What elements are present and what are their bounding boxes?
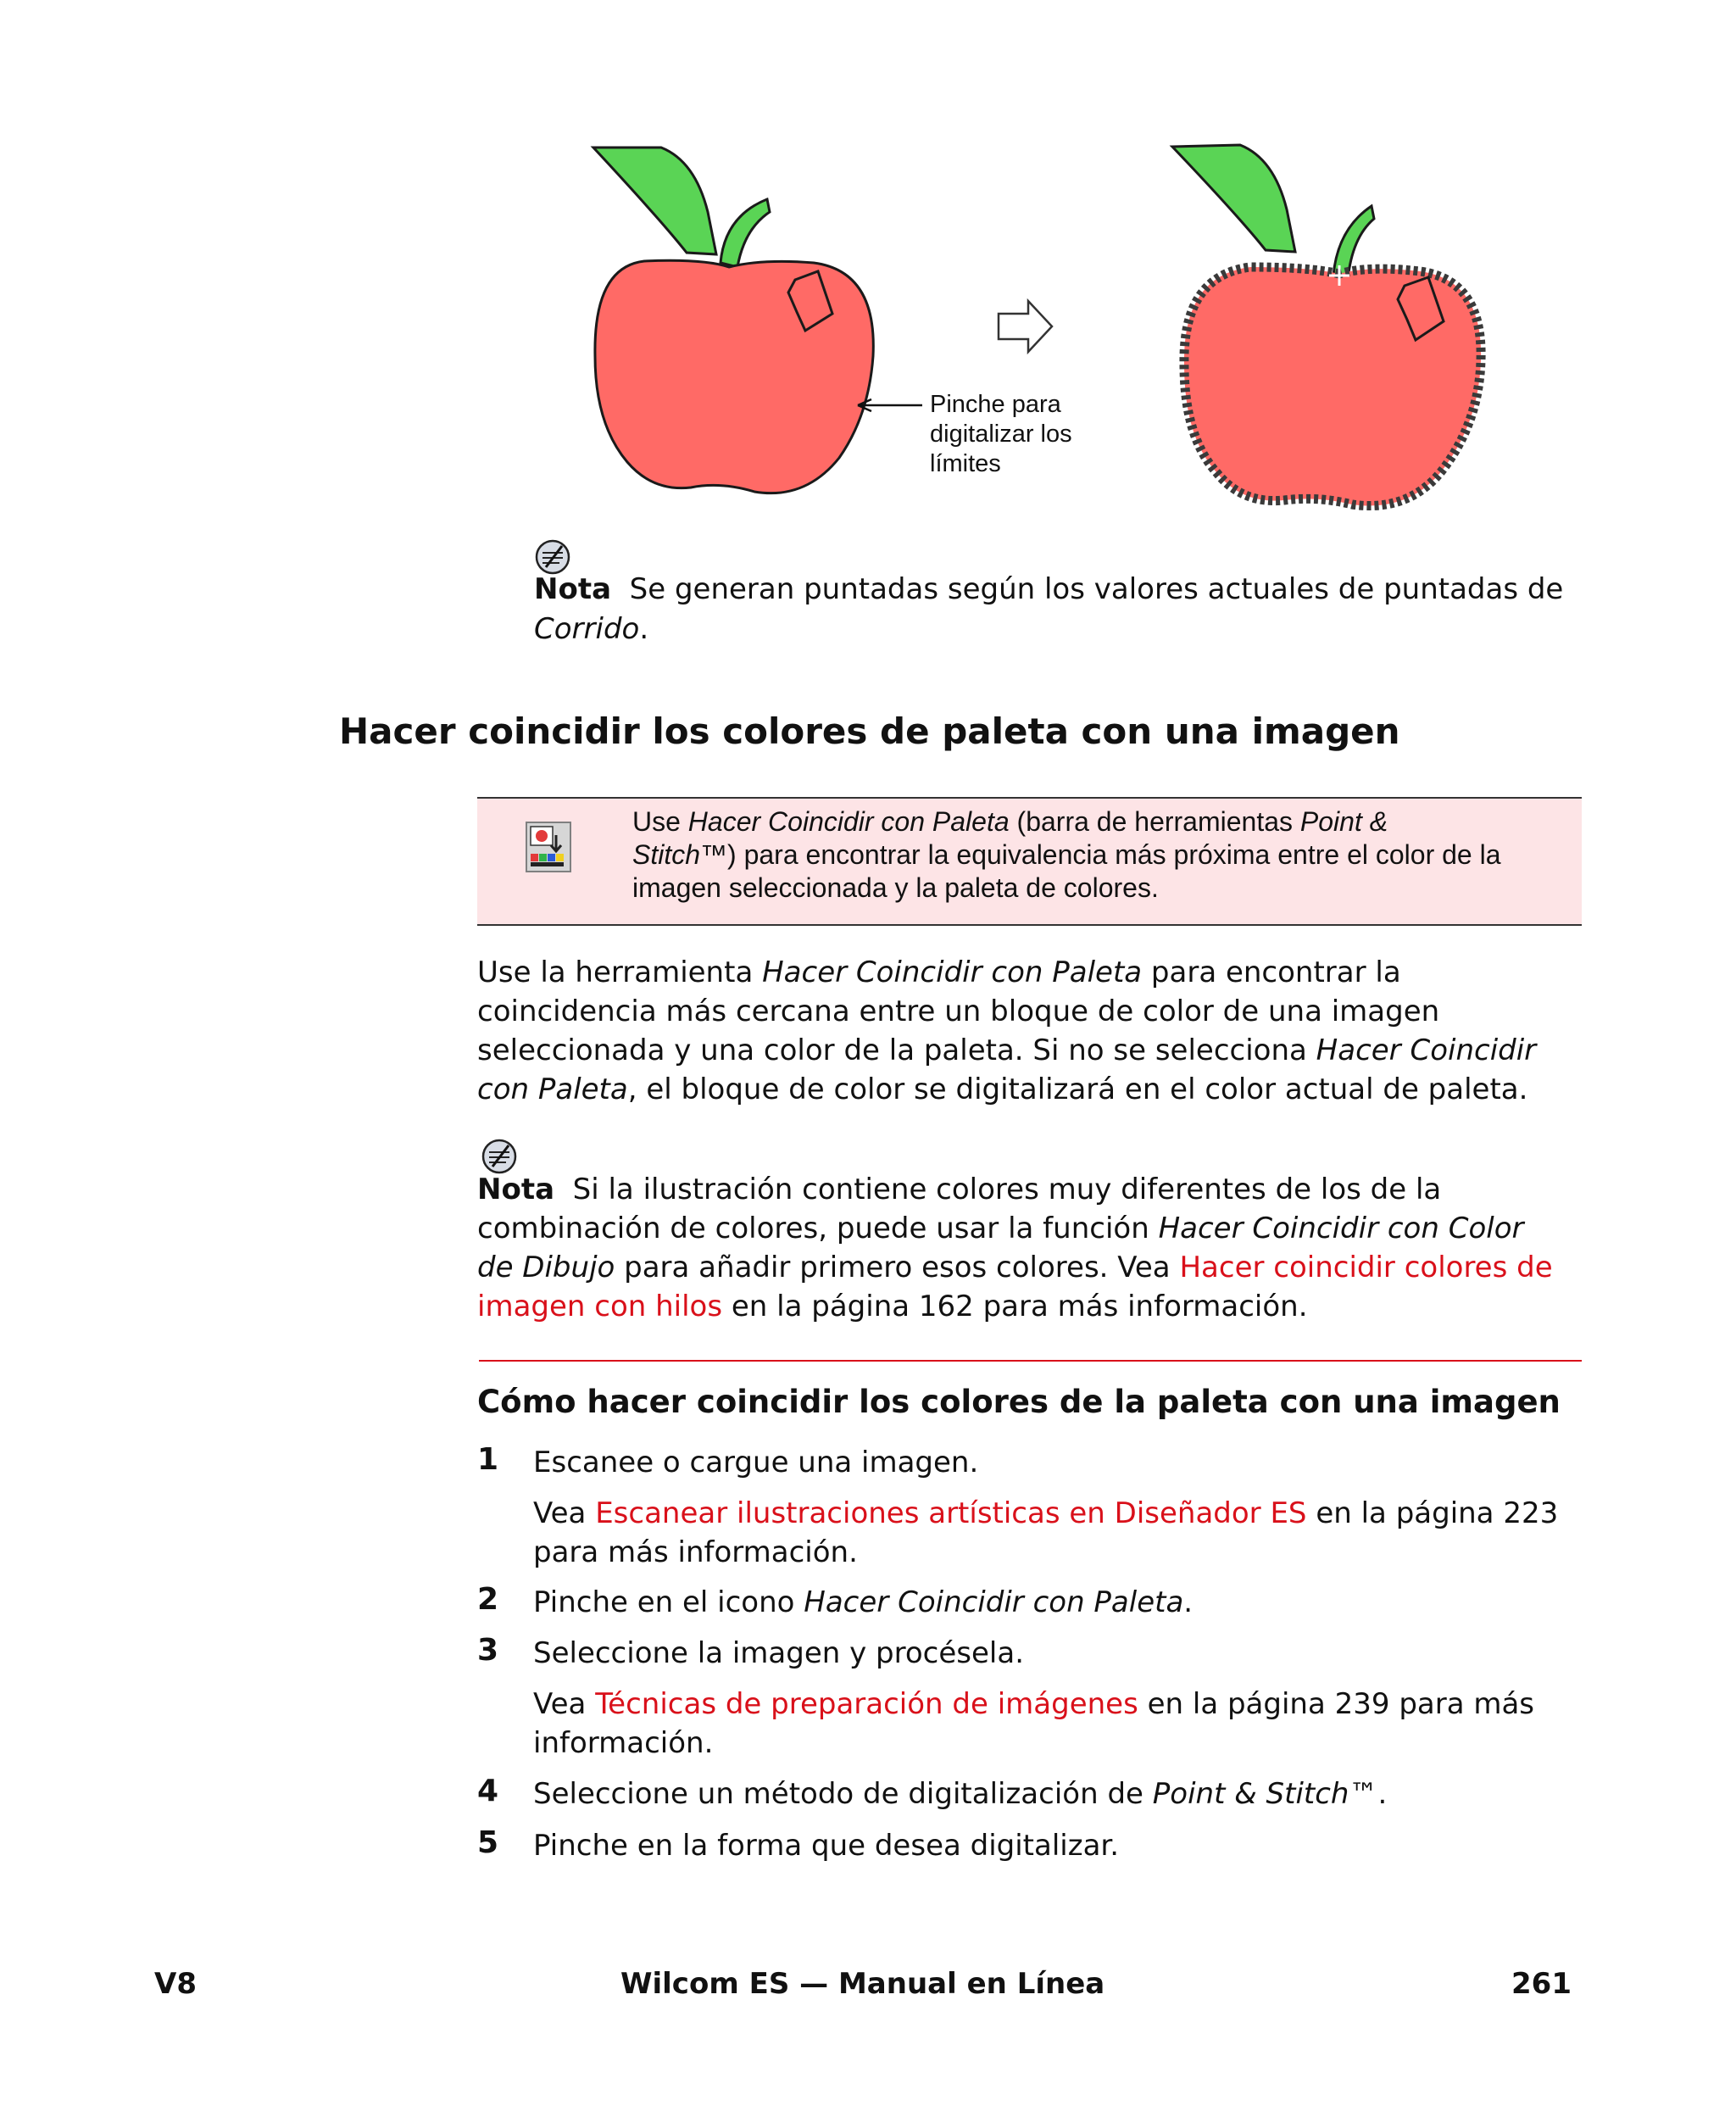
text: en la página 223 <box>1316 1496 1559 1530</box>
step-text <box>533 1774 1387 1813</box>
text: para encontrar la <box>1150 955 1401 989</box>
text: en la página 162 para más información. <box>731 1290 1308 1323</box>
caption-line: digitalizar los <box>930 421 1072 448</box>
tip-text: Use <box>632 806 681 837</box>
apple-before-image <box>585 144 890 509</box>
apple-after-image <box>1166 140 1505 517</box>
note-label: Nota <box>477 1173 555 1206</box>
tool-name: con Paleta <box>477 1072 628 1106</box>
caption-line: Pinche para <box>930 391 1061 418</box>
text: coincidencia más cercana entre un bloque de color de una imagen <box>477 994 1440 1028</box>
tip-text: imagen seleccionada y la paleta de colores. <box>632 872 1159 903</box>
figure-caption <box>930 390 1072 479</box>
text: Pinche en el icono <box>533 1585 795 1619</box>
text: para añadir primero esos colores. Vea <box>624 1251 1171 1284</box>
cross-reference-link[interactable]: Técnicas de preparación de imágenes <box>595 1687 1138 1721</box>
match-palette-tool-icon <box>526 822 571 872</box>
tip-toolbar-name: Point & <box>1299 806 1388 837</box>
step-text: Escanee o cargue una imagen. <box>533 1446 979 1479</box>
text: Vea <box>533 1496 587 1530</box>
step-text: Seleccione la imagen y procésela. <box>533 1636 1024 1670</box>
note-term: Corrido <box>534 612 640 646</box>
page-number: 261 <box>1511 1967 1572 2001</box>
step-text <box>533 1583 1193 1622</box>
note-period: . <box>639 612 649 646</box>
text: seleccionada y una color de la paleta. Si no se selecciona <box>477 1033 1307 1067</box>
caption-pointer-line <box>856 397 924 414</box>
text: , el bloque de color se digitalizará en el color actual de paleta. <box>627 1072 1528 1106</box>
section-title: Hacer coincidir los colores de paleta con una imagen <box>339 710 1400 752</box>
text: Si la ilustración contiene colores muy diferentes de los de la <box>572 1173 1442 1206</box>
step-3-reference <box>533 1685 1584 1763</box>
text: en la página 239 para más <box>1147 1687 1535 1721</box>
tip-toolbar-name: Stitch™ <box>632 839 728 870</box>
step-number: 1 <box>477 1442 499 1477</box>
text: para más información. <box>533 1535 858 1569</box>
cross-reference-link[interactable]: imagen con hilos <box>477 1290 723 1323</box>
footer-version: V8 <box>154 1967 197 2001</box>
note-2 <box>477 1170 1588 1326</box>
note-label: Nota <box>534 572 612 606</box>
step-number: 3 <box>477 1633 499 1668</box>
step-number: 2 <box>477 1582 499 1617</box>
text: combinación de colores, puede usar la función <box>477 1212 1149 1245</box>
step-1-reference <box>533 1494 1584 1572</box>
step-number: 4 <box>477 1774 499 1808</box>
cross-reference-link[interactable]: Escanear ilustraciones artísticas en Diseñador ES <box>595 1496 1307 1530</box>
tool-name: Hacer Coincidir con Paleta <box>804 1585 1184 1619</box>
tip-text: ) para encontrar la equivalencia más próxima entre el color de la <box>727 839 1501 870</box>
tool-name: Hacer Coincidir con Paleta <box>762 955 1143 989</box>
tip-text: (barra de herramientas <box>1016 806 1294 837</box>
text: información. <box>533 1726 714 1760</box>
arrow-right-icon <box>996 298 1055 354</box>
tool-name: Hacer Coincidir con Color <box>1158 1212 1524 1245</box>
step-number: 5 <box>477 1825 499 1860</box>
step-text: Pinche en la forma que desea digitalizar. <box>533 1829 1120 1863</box>
text: Use la herramienta <box>477 955 754 989</box>
text: . <box>1183 1585 1194 1619</box>
tip-box-text <box>632 805 1577 905</box>
divider <box>479 1360 1582 1362</box>
text: Seleccione un método de digitalización de <box>533 1777 1143 1811</box>
intro-paragraph <box>477 953 1588 1109</box>
cross-reference-link[interactable]: Hacer coincidir colores de <box>1179 1251 1553 1284</box>
tip-tool-name: Hacer Coincidir con Paleta <box>687 806 1010 837</box>
text: . <box>1377 1777 1388 1811</box>
text: Vea <box>533 1687 587 1721</box>
footer-title: Wilcom ES — Manual en Línea <box>620 1967 1105 2001</box>
tool-name: de Dibujo <box>477 1251 615 1284</box>
procedure-title: Cómo hacer coincidir los colores de la paleta con una imagen <box>477 1384 1561 1420</box>
caption-line: límites <box>930 450 1001 477</box>
tool-name: Hacer Coincidir <box>1316 1033 1537 1067</box>
product-name: Point & Stitch™ <box>1152 1777 1378 1811</box>
note-1 <box>534 570 1585 649</box>
note-text: Se generan puntadas según los valores actuales de puntadas de <box>629 572 1564 606</box>
